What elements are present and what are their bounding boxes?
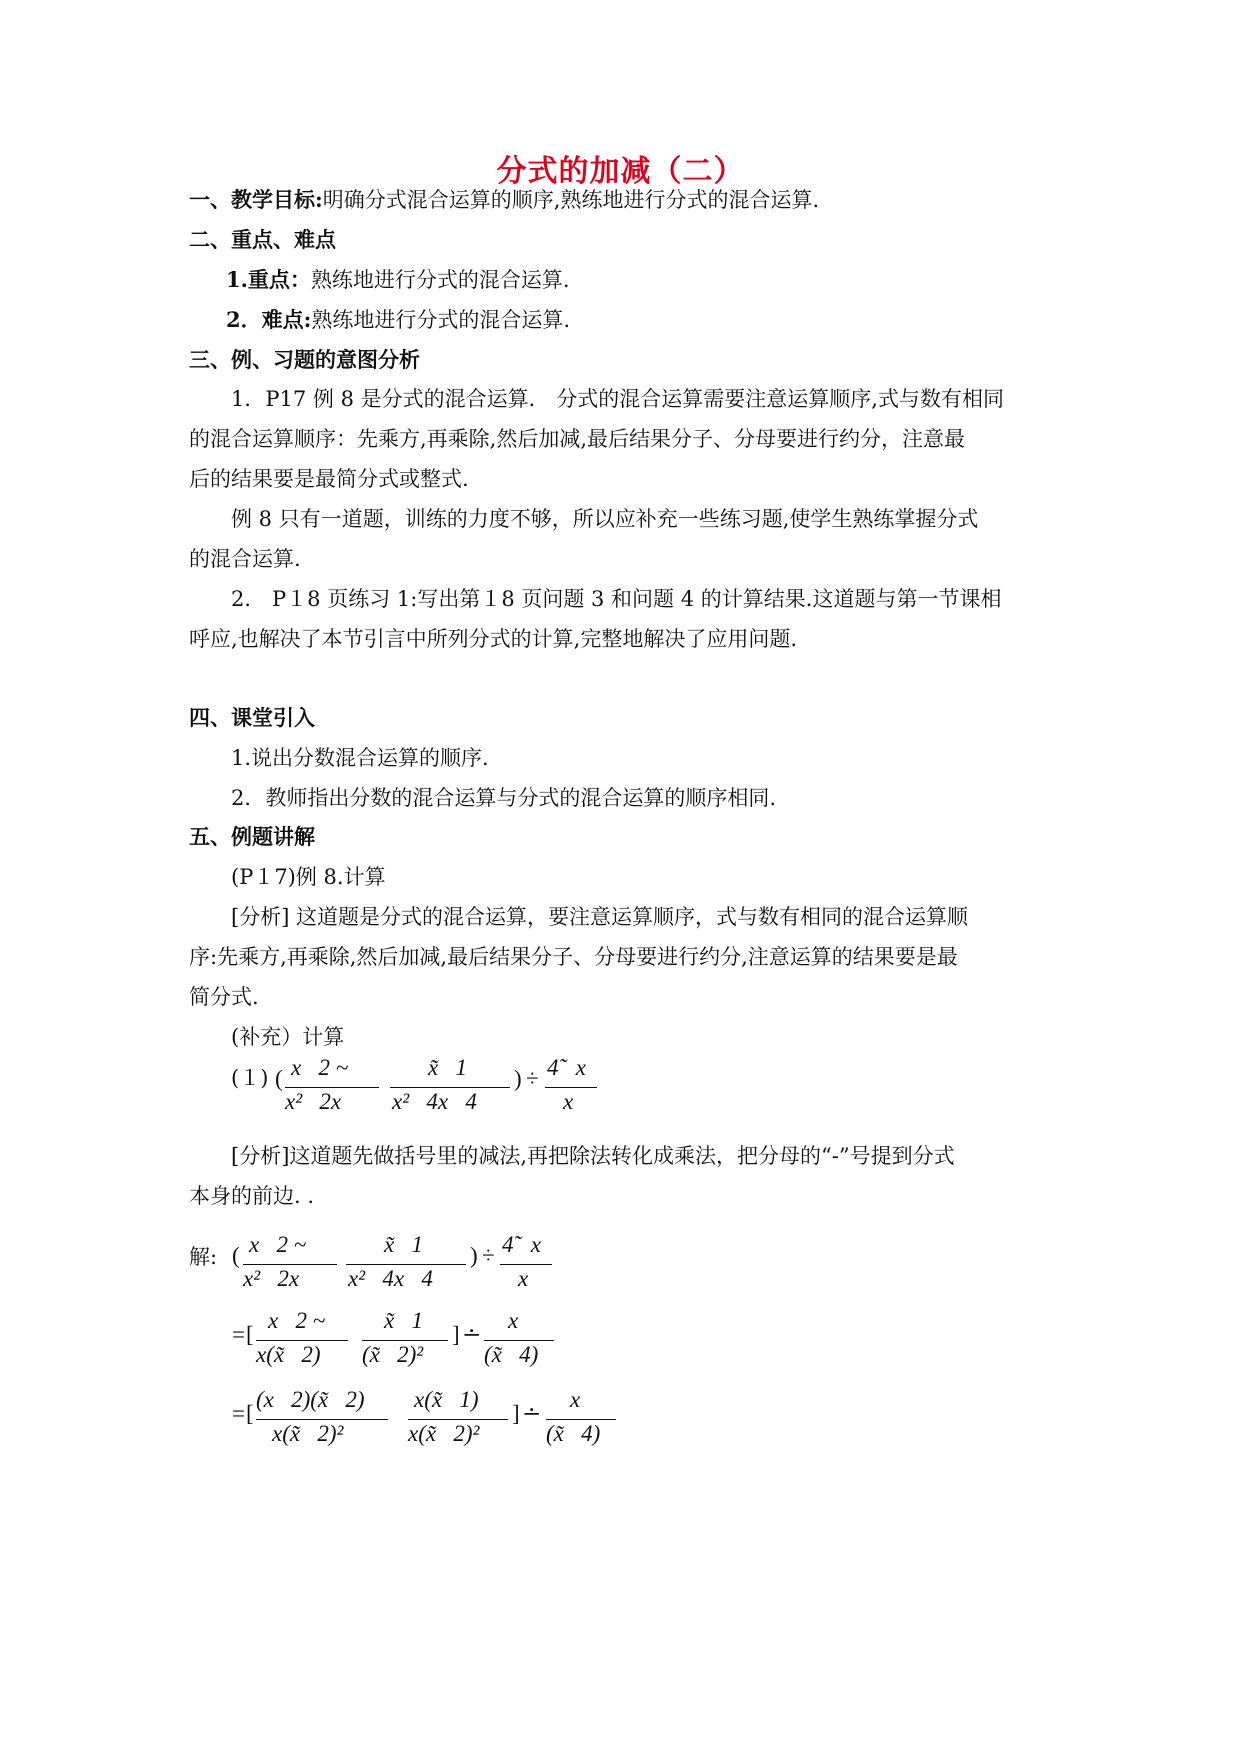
section-2-heading: 二、重点、难点 [189,227,336,252]
solution-label: 解: [189,1245,218,1269]
paragraph-line: 1．P17 例 8 是分式的混合运算． 分式的混合运算需要注意运算顺序,式与数有相同 [231,387,1004,411]
paragraph-line: 的混合运算. [189,547,301,571]
paragraph-line: [分析] 这道题是分式的混合运算，要注意运算顺序，式与数有相同的混合运算顺 [231,905,969,929]
paragraph-line: 后的结果要是最简分式或整式. [189,467,469,491]
page-title: 分式的加减（二） [496,154,745,189]
section-1-text: 明确分式混合运算的顺序,熟练地进行分式的混合运算. [322,188,820,212]
paragraph-line: 的混合运算顺序：先乘方,再乘除,然后加减,最后结果分子、分母要进行约分，注意最 [189,427,966,451]
section-3-heading: 三、例、习题的意图分析 [189,347,420,372]
paragraph-line: 呼应,也解决了本节引言中所列分式的计算,完整地解决了应用问题. [189,627,798,651]
paragraph-line: 简分式. [189,985,259,1009]
key-point: 1.重点：熟练地进行分式的混合运算. [226,267,570,292]
paragraph-line: (补充）计算 [231,1025,345,1049]
question-label: (１) [231,1066,269,1090]
paragraph-line: (P１7)例 8.计算 [231,865,386,889]
paragraph-line: 2． P１8 页练习 1:写出第１8 页问题 3 和问题 4 的计算结果.这道题与第一节课相 [231,587,1002,611]
paragraph-line: 2．教师指出分数的混合运算与分式的混合运算的顺序相同. [231,786,777,810]
section-1: 一、教学目标:明确分式混合运算的顺序,熟练地进行分式的混合运算. [189,187,820,212]
section-1-heading: 一、教学目标 [189,187,315,212]
difficult-point: 2．难点:熟练地进行分式的混合运算. [226,307,571,332]
paragraph-line: 本身的前边. . [189,1184,315,1208]
section-5-heading: 五、例题讲解 [189,824,315,849]
paragraph-line: [分析]这道题先做括号里的减法,再把除法转化成乘法，把分母的“-”号提到分式 [231,1144,955,1168]
paragraph-line: 1.说出分数混合运算的顺序. [231,746,489,770]
paragraph-line: 例 8 只有一道题，训练的力度不够，所以应补充一些练习题,使学生熟练掌握分式 [231,507,979,531]
document-page: 分式的加减（二） 一、教学目标:明确分式混合运算的顺序,熟练地进行分式的混合运算. 二、重点、难点 1.重点：熟练地进行分式的混合运算. 2．难点:熟练地进行分式的混合运算. 三、例、习题的意图分析 1．P17 例 8 是分式的混合运算． 分式的混合运算需要注意运算顺序,式与数有相同 的混合运算顺序：先乘方,再乘除,然后加减,最后结果分子、分母要进行约分，注意最 后的结果要是最简分式或整式. 例 8 只有一道题，训练的力度不够，所以应补充一些练习题,使学生熟练掌握分式 的混合运算. 2． P１8 页练习 1:写出第１8 页问题 3 和问题 4 的计算结果.这道题与第一节课相 呼应,也解决了本节引言中所列分式的计算,完整地解决了应用问题. 四、课堂引入 1.说出分数混合运算的顺序. 2．教师指出分数的混合运算与分式的混合运算的顺序相同. 五、例题讲解 (P１7)例 8.计算 [分析] 这道题是分式的混合运算，要注意运算顺序，式与数有相同的混合运算顺 序:先乘方,再乘除,然后加减,最后结果分子、分母要进行约分,注意运算的结果要是最 简分式. (补充）计算 (１) ( x 2 ~ x² 2x x̃ 1 x² 4x 4 ) ÷ 4̃ x x [分析]这道题先做括号里的减法,再把除法转化成乘法，把分母的“-”号提到分式 本身的前边. . 解: ( x 2 ~ x² 2x x̃ 1 x² 4x 4 ) ÷ 4̃ x x = [ x 2 ~ x(x̃ 2) x̃ 1 (x̃ 2)² ] ∸ x (x̃ 4) = [ (x 2)(x̃ 2) x(x̃ 2)² x(x̃ 1) x(x̃ 2)² ] ∸ x (x̃ 4) [0,0,1241,1754]
section-4-heading: 四、课堂引入 [189,705,315,730]
paragraph-line: 序:先乘方,再乘除,然后加减,最后结果分子、分母要进行约分,注意运算的结果要是最 [189,945,958,969]
